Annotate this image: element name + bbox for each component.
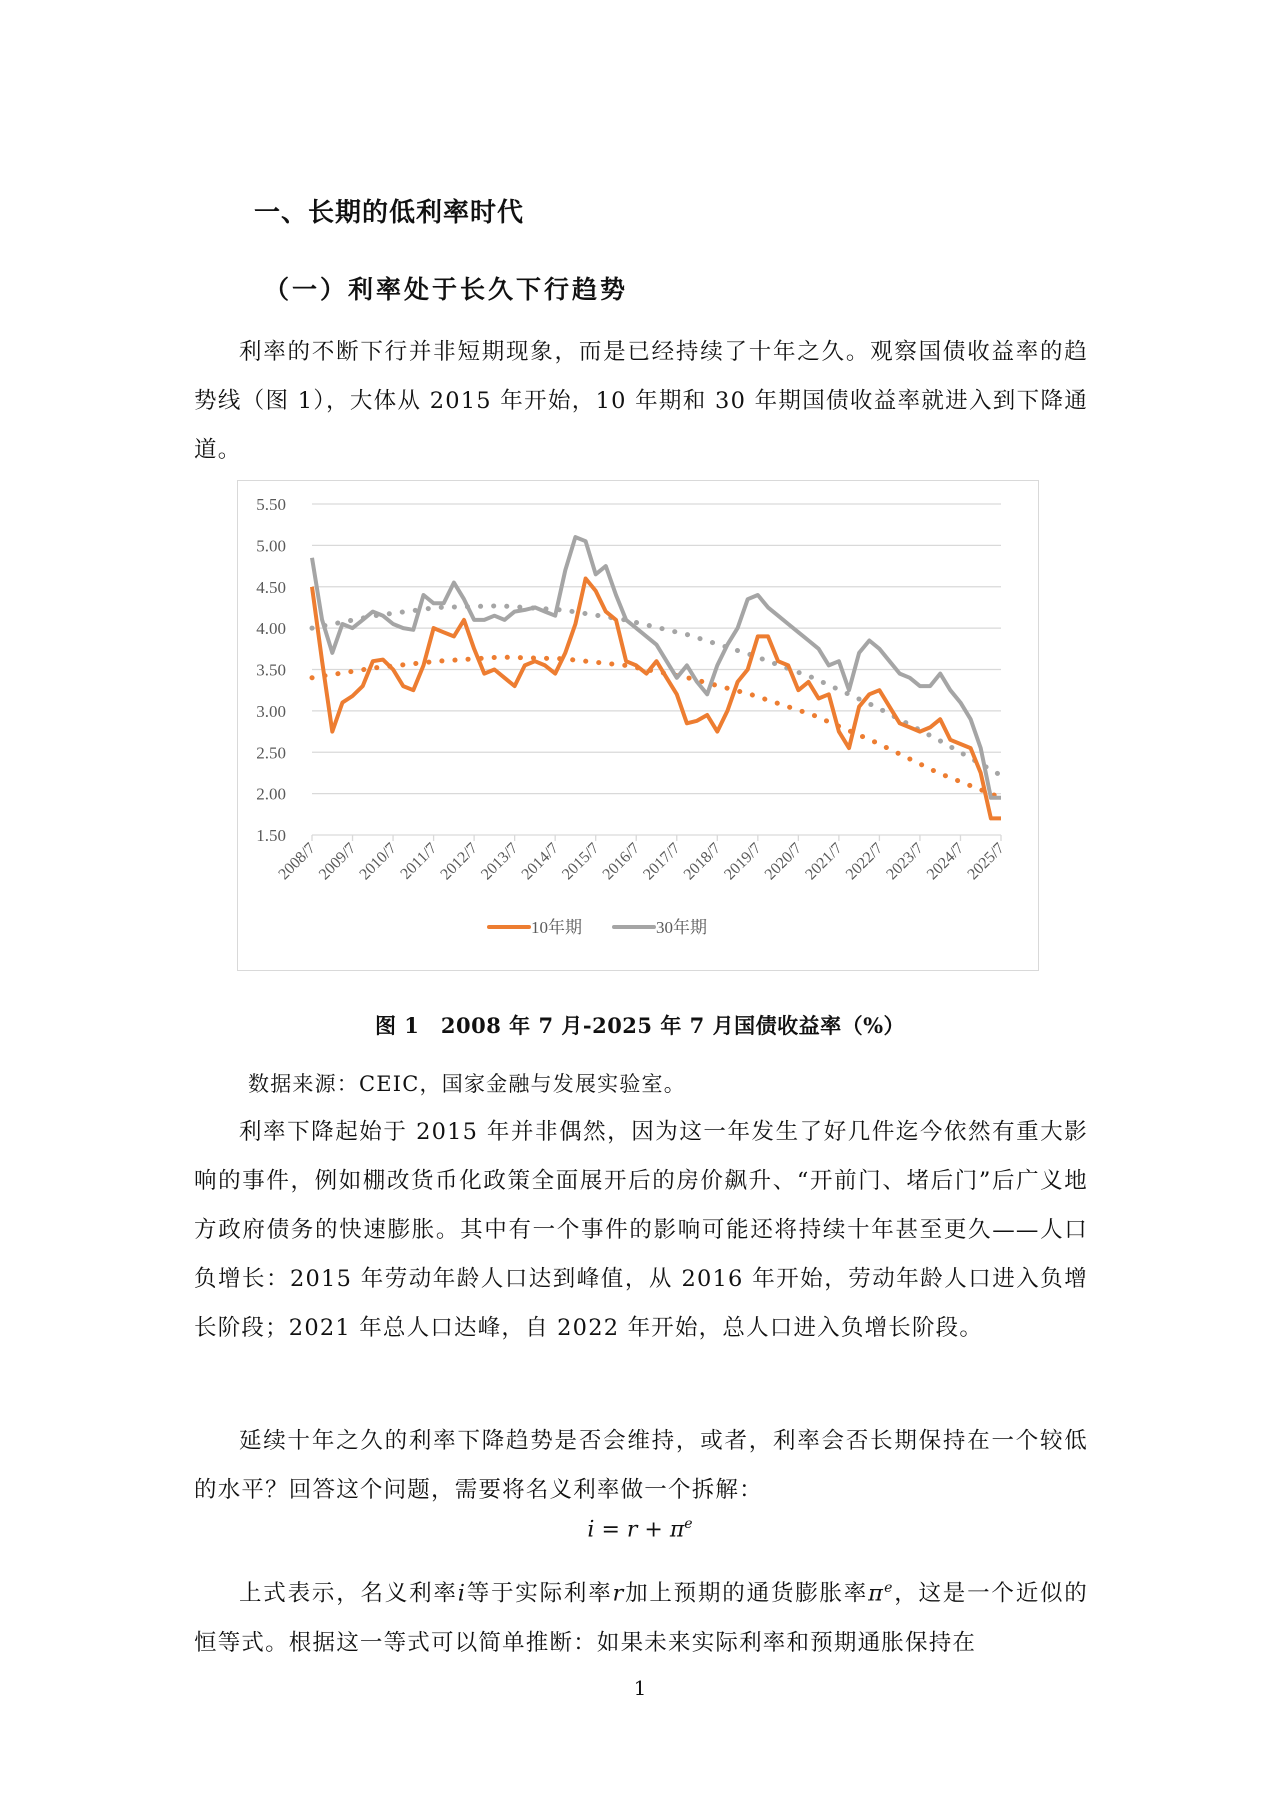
y-tick-label: 1.50 (256, 826, 286, 845)
x-tick-label: 2023/7 (883, 839, 927, 884)
x-tick-label: 2012/7 (437, 839, 481, 884)
x-tick-label: 2021/7 (802, 839, 846, 884)
x-tick-label: 2011/7 (397, 839, 441, 883)
subsection-heading: （一）利率处于长久下行趋势 (264, 275, 629, 304)
legend-label: 30年期 (656, 918, 707, 937)
yield-chart (237, 480, 1039, 971)
formula-r: r (626, 1517, 638, 1543)
x-tick-label: 2010/7 (356, 839, 400, 884)
x-tick-label: 2008/7 (275, 839, 319, 884)
line-chart-svg (238, 481, 1040, 972)
section-heading: 一、长期的低利率时代 (254, 198, 525, 228)
paragraph-explanation (194, 1564, 1088, 1668)
y-tick-label: 2.00 (256, 784, 286, 804)
formula-sup-e: e (684, 1516, 693, 1532)
x-tick-label: 2016/7 (599, 839, 644, 884)
page-number: 1 (633, 1676, 647, 1700)
formula-i: i (587, 1517, 595, 1543)
p4-math-pi: π (868, 1580, 885, 1607)
p4-text-b: 等于实际利率 (466, 1580, 613, 1607)
data-source: 数据来源：CEIC，国家金融与发展实验室。 (248, 1072, 686, 1096)
x-tick-label: 2013/7 (478, 839, 522, 884)
formula-plus: + (637, 1517, 670, 1543)
series-line (312, 537, 1001, 798)
p4-text-d: ，这是一个近似的恒等式。根据这一等式可以简单推断：如果未来实际利率和预期通胀保持在 (194, 1580, 1088, 1656)
y-tick-label: 3.00 (256, 701, 286, 721)
y-tick-label: 5.50 (256, 495, 286, 514)
p4-math-i: i (457, 1580, 467, 1607)
x-tick-label: 2020/7 (761, 839, 806, 884)
series-line (312, 579, 1001, 819)
p4-math-r: r (612, 1580, 625, 1607)
x-tick-label: 2019/7 (721, 839, 765, 884)
y-tick-label: 4.00 (256, 619, 286, 639)
x-tick-label: 2022/7 (842, 839, 887, 884)
figure-caption: 图 1 2008 年 7 月-2025 年 7 月国债收益率（%） (374, 1013, 906, 1038)
trendline (312, 606, 1001, 776)
paragraph-2015: 利率下降起始于 2015 年并非偶然，因为这一年发生了好几件迄今依然有重大影响的事件，例如棚改货币化政策全面展开后的房价飙升、“开前门、堵后门”后广义地方政府债务的快速膨胀。其中有一个事件的影响可能还将持续十年甚至更久——人口负增长：2015 年劳动年龄人口达到峰值，从 2016 年开始，劳动年龄人口进入负增长阶段；2021 年总人口达峰，自 2022 年开始，总人口进入负增长阶段。 (194, 1119, 1088, 1341)
p4-text-c: 加上预期的通货膨胀率 (624, 1580, 869, 1607)
formula-pi: π (669, 1517, 685, 1543)
y-tick-label: 2.50 (256, 743, 286, 763)
x-tick-label: 2017/7 (640, 839, 684, 884)
paragraph-question: 延续十年之久的利率下降趋势是否会维持，或者，利率会否长期保持在一个较低的水平？回答这个问题，需要将名义利率做一个拆解： (194, 1428, 1088, 1503)
p4-text-a: 上式表示，名义利率 (239, 1580, 458, 1607)
p4-math-sup: e (884, 1580, 894, 1596)
x-tick-label: 2018/7 (680, 839, 725, 884)
x-tick-label: 2009/7 (315, 839, 360, 884)
y-tick-label: 4.50 (256, 577, 286, 597)
y-tick-label: 5.00 (256, 536, 286, 556)
paragraph-intro: 利率的不断下行并非短期现象，而是已经持续了十年之久。观察国债收益率的趋势线（图 1），大体从 2015 年开始，10 年期和 30 年期国债收益率就进入到下降通道。 (194, 339, 1088, 463)
x-tick-label: 2014/7 (518, 839, 563, 884)
trendline (312, 657, 1001, 798)
formula-equals: = (594, 1517, 627, 1543)
x-tick-label: 2015/7 (559, 839, 603, 884)
x-tick-label: 2024/7 (923, 839, 968, 884)
legend-label: 10年期 (531, 918, 582, 937)
x-tick-label: 2025/7 (964, 839, 1008, 884)
y-tick-label: 3.50 (256, 660, 286, 680)
fisher-equation (0, 1516, 1280, 1542)
